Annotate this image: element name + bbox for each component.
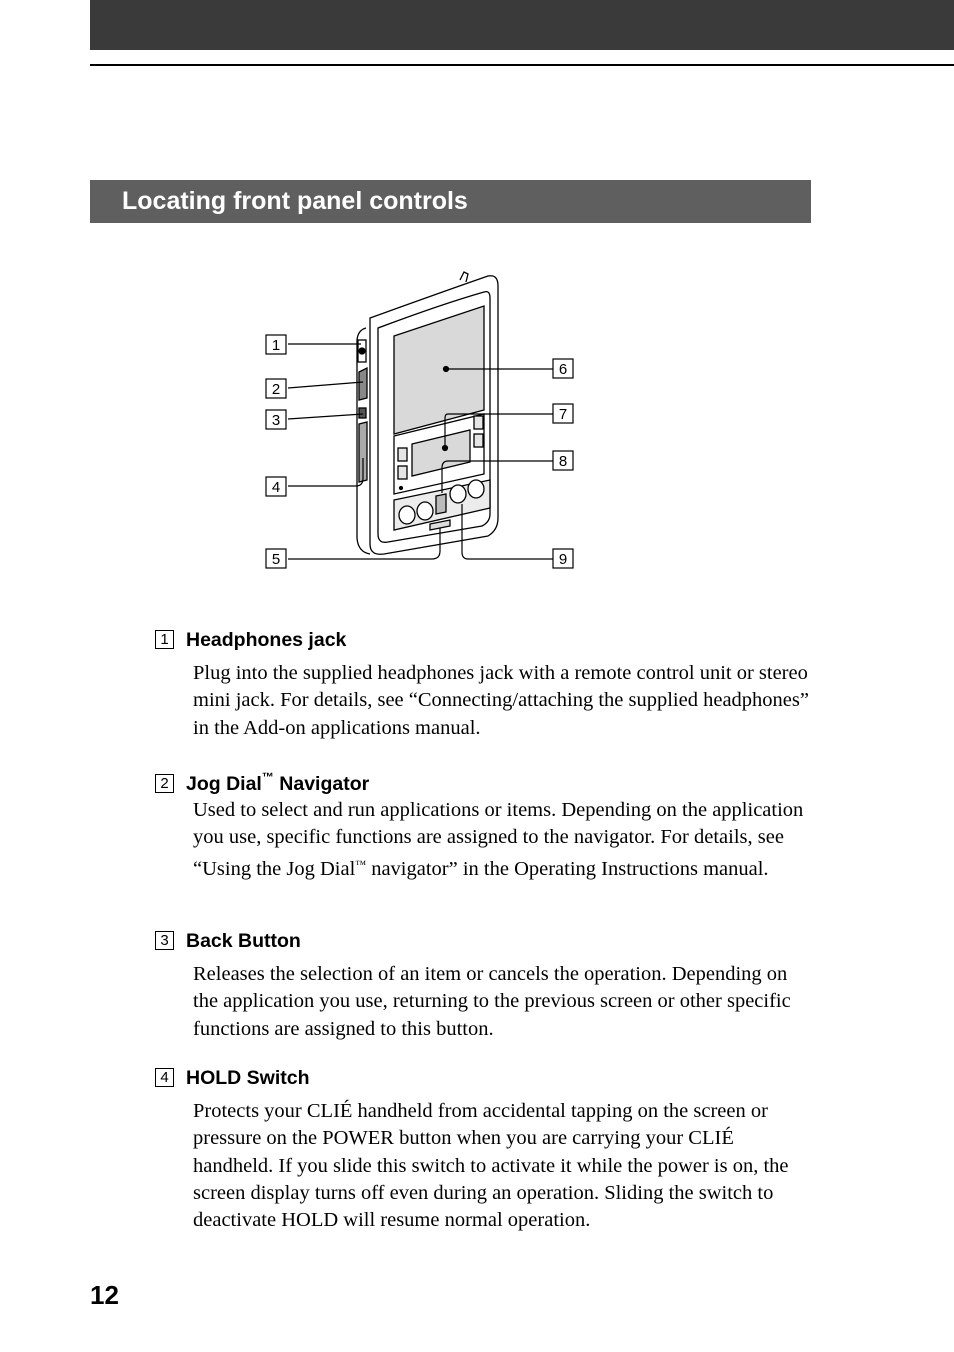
callout-7 (553, 404, 573, 423)
item-description: Used to select and run applications or items. Depending on the application you use, specific functions are assigned to the navigator. For details, see “Using the Jog Dial™ navigator” in the Operating Instructions manual. (193, 799, 804, 880)
item-description: Releases the selection of an item or cancels the operation. Depending on the application you use, returning to the previous screen or other specific functions are assigned to this button. (193, 963, 791, 1040)
svg-text:1: 1 (271, 337, 281, 354)
item-number: 1 (155, 630, 174, 649)
item-number: 4 (155, 1068, 174, 1087)
item-description: Protects your CLIÉ handheld from accidental tapping on the screen or pressure on the POWER button when you are carrying your CLIÉ handheld. If you slide this switch to activate it while the power is on, the screen display turns off even during an operation. Sliding the switch to deactivate HOLD will resume normal operation. (193, 1100, 789, 1232)
item-number: 2 (155, 774, 174, 793)
item-heading (155, 627, 815, 653)
device-diagram (262, 268, 582, 578)
svg-text:3: 3 (271, 412, 281, 429)
item-title: Headphones jack (186, 629, 347, 651)
item-jog-dial-navigator (155, 764, 815, 883)
callout-9 (553, 549, 573, 568)
svg-text:8: 8 (558, 453, 568, 470)
callout-2 (266, 379, 286, 398)
header-rule (90, 64, 954, 66)
callout-5 (266, 549, 286, 568)
section-title: Locating front panel controls (90, 180, 811, 223)
item-heading (155, 1065, 815, 1091)
svg-text:9: 9 (558, 551, 568, 568)
item-hold-switch (155, 1065, 815, 1234)
callout-3 (266, 410, 286, 429)
item-heading (155, 928, 815, 954)
svg-text:4: 4 (271, 479, 281, 496)
svg-text:2: 2 (271, 381, 281, 398)
callout-1 (266, 335, 286, 354)
item-description: Plug into the supplied headphones jack with a remote control unit or stereo mini jack. For details, see “Connecting/attaching the supplied headphones” in the Add-on applications manual. (193, 662, 809, 739)
svg-text:7: 7 (558, 406, 568, 423)
item-headphones-jack (155, 627, 815, 742)
callout-6 (553, 359, 573, 378)
item-number: 3 (155, 931, 174, 950)
header-bar (90, 0, 954, 50)
svg-text:5: 5 (271, 551, 281, 568)
item-title: HOLD Switch (186, 1067, 310, 1089)
item-title: Back Button (186, 930, 301, 952)
callout-8 (553, 451, 573, 470)
callout-4 (266, 477, 286, 496)
item-title: Jog Dial™ Navigator (186, 770, 370, 795)
item-back-button (155, 928, 815, 1043)
handheld-illustration (357, 272, 498, 554)
page-number: 12 (90, 1280, 119, 1310)
svg-text:6: 6 (558, 361, 568, 378)
item-heading (155, 764, 815, 795)
